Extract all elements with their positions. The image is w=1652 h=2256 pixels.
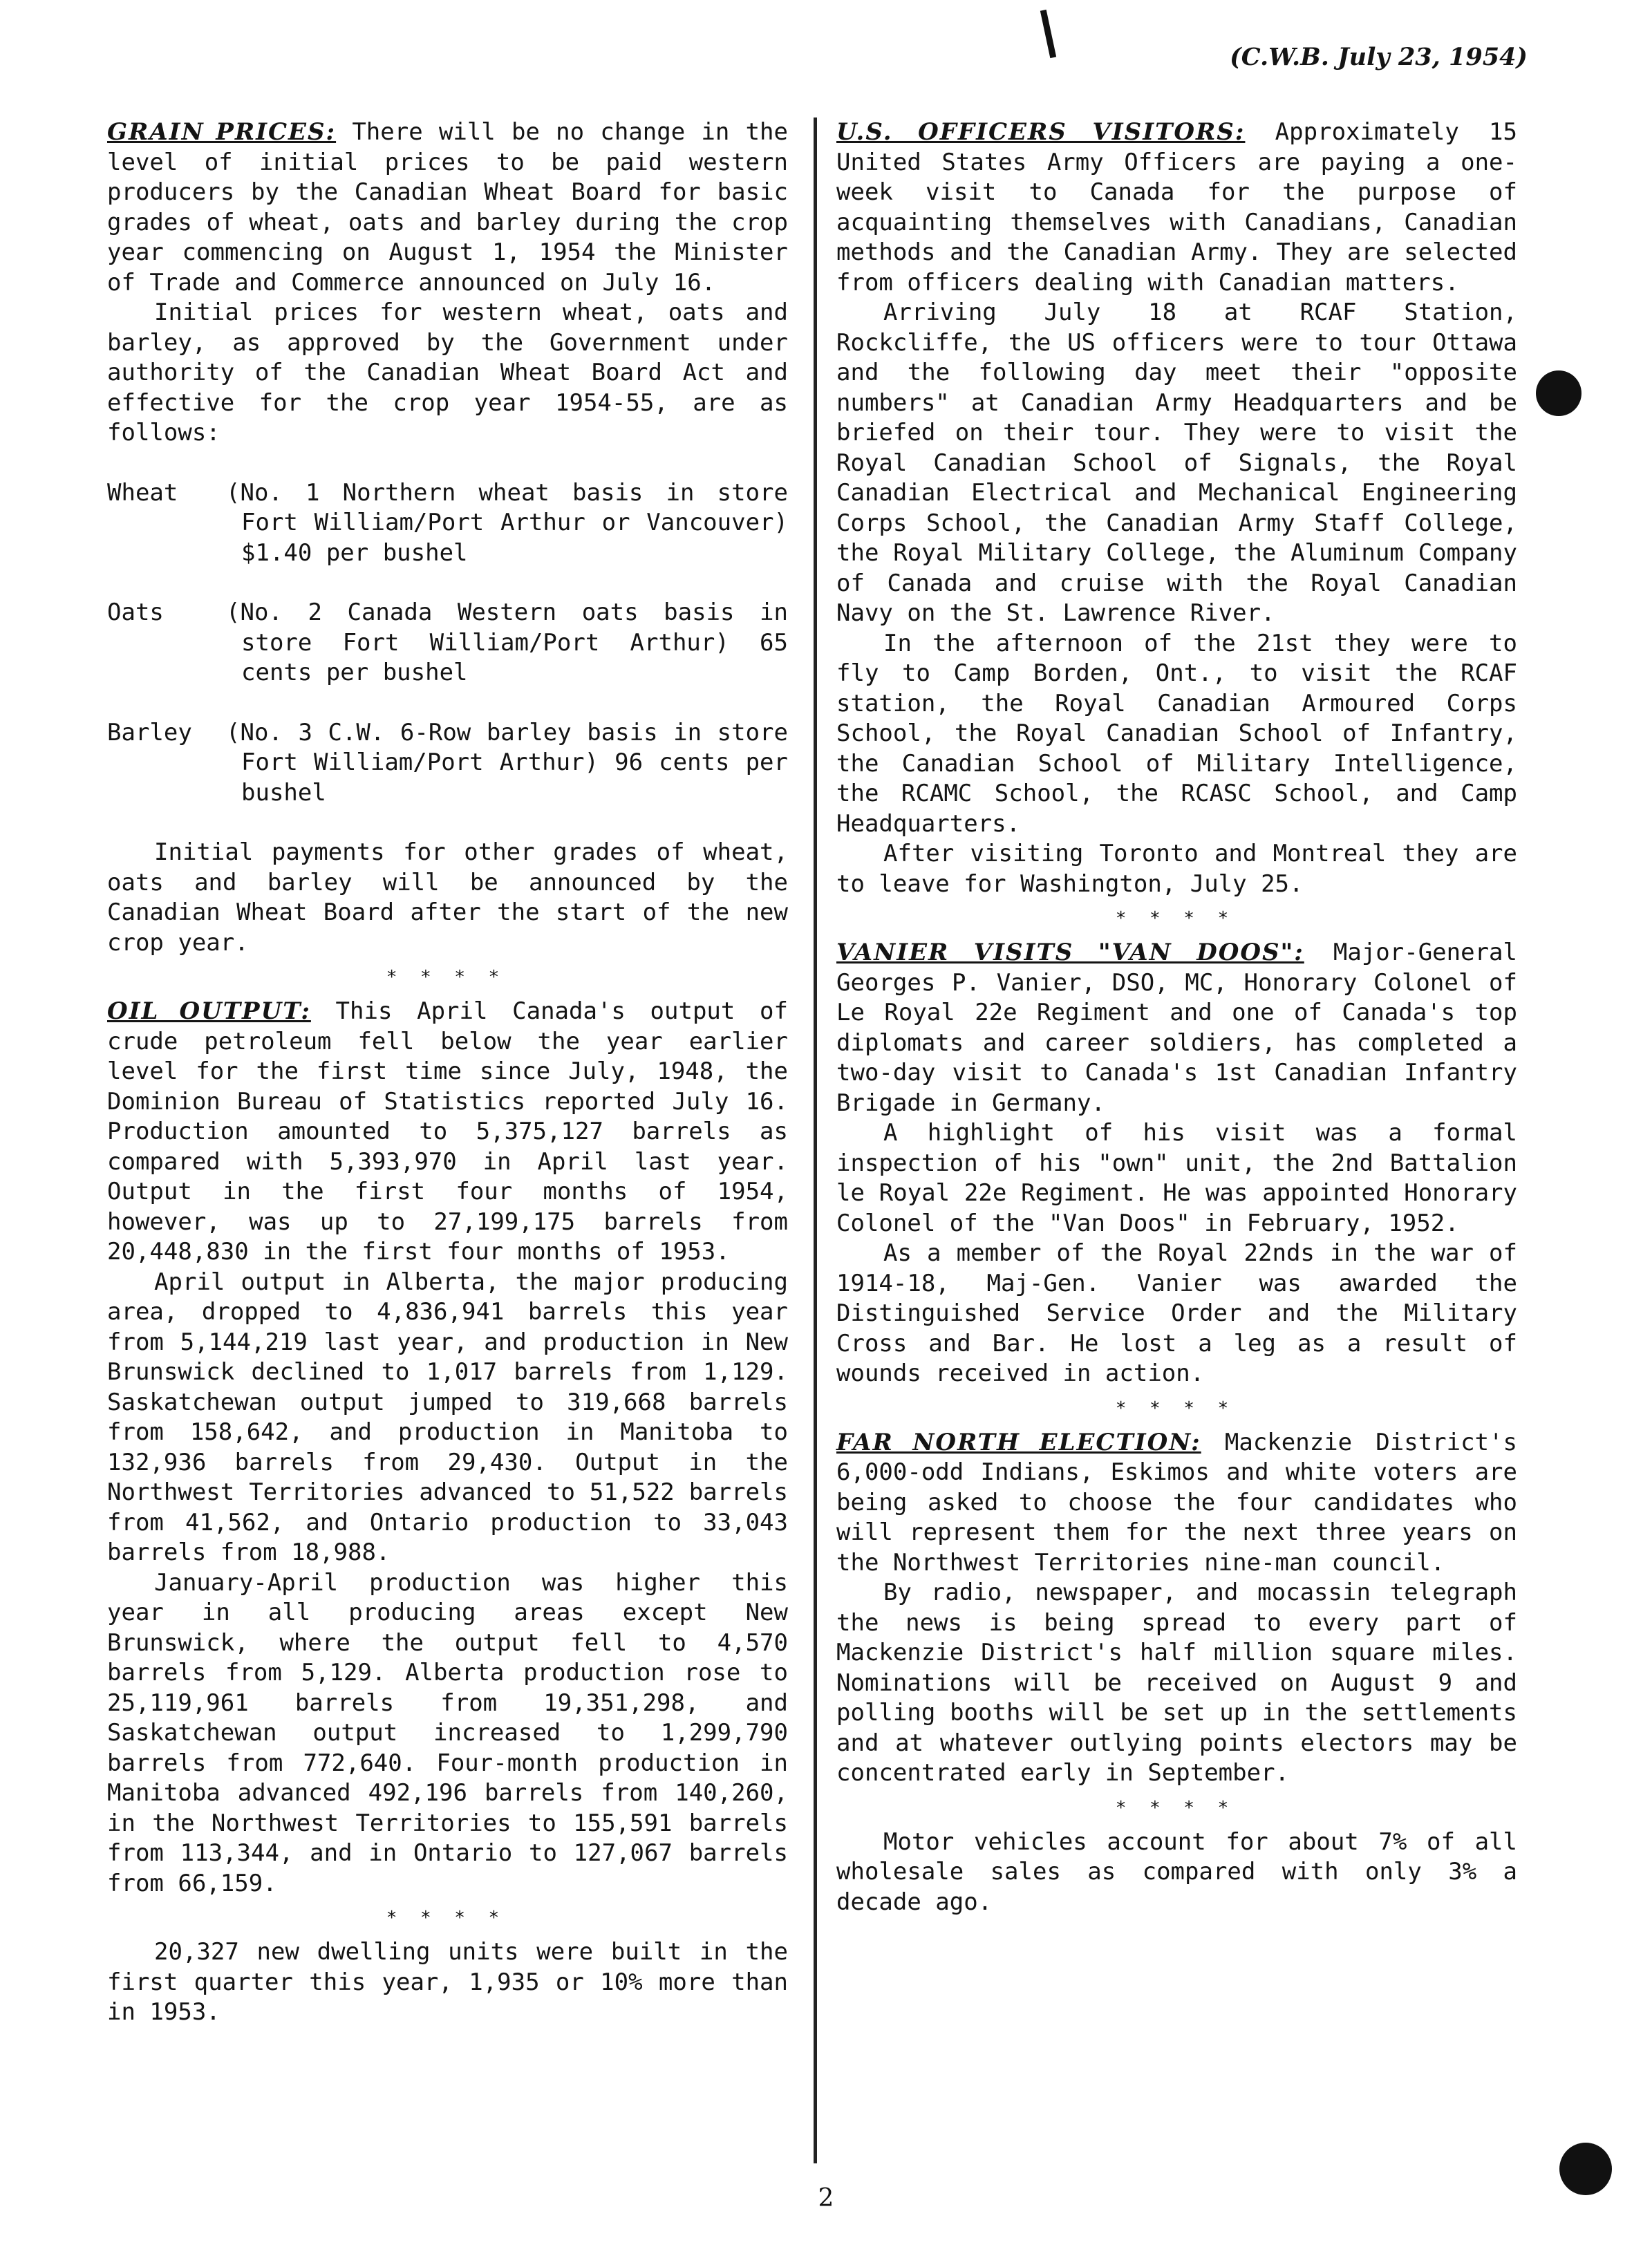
page-number: 2 bbox=[818, 2184, 834, 2212]
officers-paragraph-3: In the afternoon of the 21st they were to fly to Camp Borden, Ont., to visit the RCAF station, the Royal Canadian Armoured Corps School, the Royal Canadian School of Infantry, the Canadian School of Military Intelligence, the RCAMC School, the RCASC School, and Camp Headquarters. bbox=[836, 629, 1517, 838]
page-header-citation: (C.W.B. July 23, 1954) bbox=[1230, 43, 1528, 71]
grain-prices-paragraph-2: Initial prices for western wheat, oats and barley, as approved by the Government under authority of the Canadian Wheat Board Act and effective for the crop year 1954-55, are as follows: bbox=[107, 299, 788, 446]
oil-output-heading: OIL OUTPUT: bbox=[107, 997, 311, 1025]
vanier-paragraph-2: A highlight of his visit was a formal inspection of his "own" unit, the 2nd Battalion le Royal 22e Regiment. He was appointed Honorary Colonel of the "Van Doos" in February, 1952. bbox=[836, 1119, 1517, 1237]
price-description: (No. 2 Canada Western oats basis in store Fort William/Port Arthur) 65 cents per bushel bbox=[226, 599, 788, 686]
price-description: (No. 3 C.W. 6-Row barley basis in store Fort William/Port Arthur) 96 cents per bushel bbox=[226, 718, 788, 807]
column-divider bbox=[814, 118, 817, 2163]
price-grain-label: Barley bbox=[107, 718, 192, 746]
left-column bbox=[107, 118, 788, 2028]
grain-prices-heading: GRAIN PRICES: bbox=[107, 118, 337, 146]
section-separator: * * * * bbox=[1116, 1398, 1237, 1419]
vanier-paragraph-1: VANIER VISITS "VAN DOOS": Major-General Georges P. Vanier, DSO, MC, Honorary Colonel of Le Royal 22e Regiment and one of Canada's top diplomats and career soldiers, has completed a two-day visit to Canada's 1st Canadian Infantry Brigade in Germany. bbox=[836, 939, 1517, 1117]
price-row-oats bbox=[107, 598, 788, 688]
vanier-heading: VANIER VISITS "VAN DOOS": bbox=[836, 939, 1304, 966]
election-paragraph-2: By radio, newspaper, and mocassin telegraph the news is being spread to every part of Mackenzie District's half million square miles. Nominations will be received on August 9 and polling booths will be set up in the settlements and at whatever outlying points electors may be concentrated early in September. bbox=[836, 1579, 1517, 1787]
officers-paragraph-4: After visiting Toronto and Montreal they are to leave for Washington, July 25. bbox=[836, 840, 1517, 898]
price-row-barley bbox=[107, 718, 788, 809]
price-grain-label: Oats bbox=[107, 599, 164, 626]
officers-paragraph-1: U.S. OFFICERS VISITORS: Approximately 15 United States Army Officers are paying a one-week visit to Canada for the purpose of acquainting themselves with Canadians, Canadian methods and the Canadian Army. They are selected from officers dealing with Canadian matters. bbox=[836, 118, 1517, 297]
right-column bbox=[836, 118, 1517, 1917]
vanier-paragraph-3: As a member of the Royal 22nds in the war of 1914-18, Maj-Gen. Vanier was awarded the Distinguished Service Order and the Military Cross and Bar. He lost a leg as a result of wounds received in action. bbox=[836, 1239, 1517, 1387]
price-description: (No. 1 Northern wheat basis in store Fort William/Port Arthur or Vancouver) $1.40 per bushel bbox=[226, 478, 788, 567]
election-paragraph-1: FAR NORTH ELECTION: Mackenzie District's 6,000-odd Indians, Eskimos and white voters are being asked to choose the four candidates who will represent them for the next three years on the Northwest Territories nine-man council. bbox=[836, 1428, 1517, 1577]
section-separator: * * * * bbox=[387, 967, 508, 988]
section-separator: * * * * bbox=[1116, 908, 1237, 929]
punch-hole-upper bbox=[1536, 370, 1581, 416]
dwelling-units-paragraph: 20,327 new dwelling units were built in the first quarter this year, 1,935 or 10% more than in 1953. bbox=[107, 1938, 788, 2026]
motor-vehicles-paragraph: Motor vehicles account for about 7% of all wholesale sales as compared with only 3% a decade ago. bbox=[836, 1827, 1517, 1916]
oil-output-paragraph-1: OIL OUTPUT: This April Canada's output of crude petroleum fell below the year earlier level for the first time since July, 1948, the Dominion Bureau of Statistics reported July 16. Production amounted to 5,375,127 barrels as compared with 5,393,970 in April last year. Output in the first four months of 1954, however, was up to 27,199,175 barrels from 20,448,830 in the first four months of 1953. bbox=[107, 997, 788, 1266]
officers-paragraph-2: Arriving July 18 at RCAF Station, Rockcliffe, the US officers were to tour Ottawa and the following day meet their "opposite numbers" at Canadian Army Headquarters and be briefed on their tour. They were to visit the Royal Canadian School of Signals, the Royal Canadian Electrical and Mechanical Engineering Corps School, the Canadian Army Staff College, the Royal Military College, the Aluminum Company of Canada and cruise with the Royal Canadian Navy on the St. Lawrence River. bbox=[836, 299, 1517, 627]
price-row-wheat bbox=[107, 478, 788, 569]
grain-prices-paragraph-3: Initial payments for other grades of wheat, oats and barley will be announced by the Canadian Wheat Board after the start of the new crop year. bbox=[107, 838, 788, 957]
section-separator: * * * * bbox=[1116, 1797, 1237, 1818]
election-heading: FAR NORTH ELECTION: bbox=[836, 1428, 1201, 1456]
scan-mark-top bbox=[1040, 10, 1056, 58]
officers-heading: U.S. OFFICERS VISITORS: bbox=[836, 118, 1246, 146]
oil-output-paragraph-2: April output in Alberta, the major producing area, dropped to 4,836,941 barrels this year from 5,144,219 last year, and production in New Brunswick declined to 1,017 barrels from 1,129. Saskatchewan output jumped to 319,668 barrels from 158,642, and production in Manitoba to 132,936 barrels from 29,430. Output in the Northwest Territories advanced to 51,522 barrels from 41,562, and Ontario production to 33,043 barrels from 18,988. bbox=[107, 1268, 788, 1566]
section-separator: * * * * bbox=[387, 1908, 508, 1928]
grain-prices-paragraph-1: GRAIN PRICES: There will be no change in the level of initial prices to be paid western producers by the Canadian Wheat Board for basic grades of wheat, oats and barley during the crop year commencing on August 1, 1954 the Minister of Trade and Commerce announced on July 16. bbox=[107, 118, 788, 297]
oil-output-paragraph-3: January-April production was higher this year in all producing areas except New Brunswick, where the output fell to 4,570 barrels from 5,129. Alberta production rose to 25,119,961 barrels from 19,351,298, and Saskatchewan output increased to 1,299,790 barrels from 772,640. Four-month production in Manitoba advanced 492,196 barrels from 140,260, in the Northwest Territories to 155,591 barrels from 113,344, and in Ontario to 127,067 barrels from 66,159. bbox=[107, 1568, 788, 1897]
price-grain-label: Wheat bbox=[107, 478, 178, 507]
